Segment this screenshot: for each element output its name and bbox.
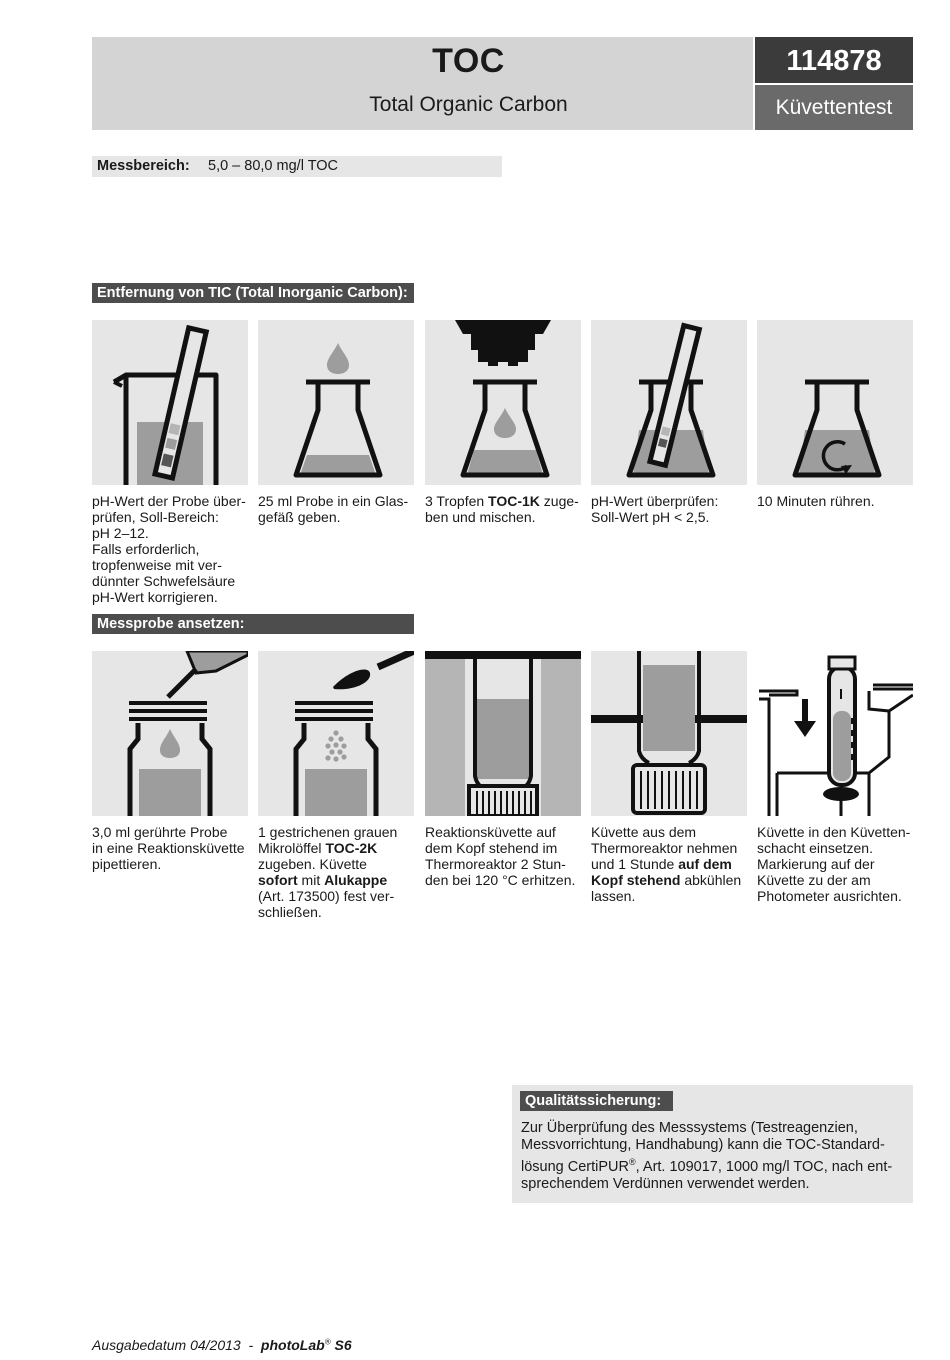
step-panel	[92, 320, 248, 485]
quality-text-part: Zur Überprüfung des Messsystems (Testreagenzien, Messvorrichtung, Handhabung) kann die TOC-Standard- lösung CertiPUR	[521, 1120, 885, 1175]
range-label: Messbereich:	[97, 158, 190, 174]
page-title: TOC	[432, 42, 505, 80]
footer-separator: -	[240, 1337, 261, 1353]
quality-text-part: , Art. 109017, 1000 mg/l TOC, nach ent- sprechendem Verdünnen verwendet werden.	[521, 1158, 893, 1192]
step-caption	[92, 824, 252, 872]
caption-text: 25 ml Probe in ein Glas- gefäß geben.	[258, 493, 409, 525]
product-reg-mark: ®	[324, 1337, 331, 1347]
caption-text: 10 Minuten rühren.	[757, 493, 875, 509]
step-caption	[757, 824, 917, 904]
step-panel	[425, 651, 581, 816]
caption-text: Küvette aus dem Thermoreaktor nehmen und 1 Stunde	[591, 824, 738, 872]
caption-bold: TOC-1K	[488, 493, 540, 509]
caption-text: zugeben. Küvette	[258, 856, 367, 872]
section-heading-tic: Entfernung von TIC (Total Inorganic Carbon):	[92, 283, 414, 303]
product-model: S6	[330, 1337, 352, 1353]
step-caption	[258, 824, 418, 920]
caption-text: Reaktionsküvette auf dem Kopf stehend im Thermoreaktor 2 Stun- den bei 120 °C erhitzen.	[425, 824, 576, 888]
step-panel	[757, 320, 913, 485]
caption-text: pH-Wert überprüfen: Soll-Wert pH < 2,5.	[591, 493, 719, 525]
caption-text: pH-Wert der Probe über- prüfen, Soll-Bereich: pH 2–12. Falls erforderlich, tropfenweise mit ver- dünnter Schwefelsäure pH-Wert korrigieren.	[92, 493, 246, 605]
step-panel	[591, 320, 747, 485]
flask-stir-icon	[757, 320, 913, 485]
quality-heading: Qualitätssicherung:	[520, 1091, 673, 1111]
step-caption	[92, 493, 252, 605]
photometer-insert-icon	[757, 651, 913, 816]
caption-bold: sofort	[258, 872, 298, 888]
measuring-range	[92, 156, 502, 177]
step-panel	[591, 651, 747, 816]
page-subtitle: Total Organic Carbon	[369, 93, 568, 116]
caption-text: (Art. 173500) fest ver- schließen.	[258, 888, 395, 920]
pipette-vial-icon	[92, 651, 248, 816]
caption-bold: auf dem Kopf stehend	[591, 856, 732, 888]
step-caption	[757, 493, 917, 509]
caption-text: abkühlen lassen.	[591, 872, 742, 904]
caption-text: 3 Tropfen	[425, 493, 489, 509]
caption-bold: TOC-2K	[325, 840, 378, 856]
flask-drop-icon	[258, 320, 414, 485]
cooling-vial-icon	[591, 651, 747, 816]
step-panel	[425, 320, 581, 485]
caption-bold: Alukappe	[324, 872, 388, 888]
caption-text: zuge- ben und mischen.	[425, 493, 579, 525]
step-panel	[757, 651, 913, 816]
step-panel	[258, 651, 414, 816]
step-panel	[92, 651, 248, 816]
range-value: 5,0 – 80,0 mg/l TOC	[208, 158, 339, 174]
step-caption	[591, 824, 751, 904]
caption-text: Küvette in den Küvetten- schacht einsetzen. Markierung auf der Küvette zu der am Photometer ausrichten.	[757, 824, 911, 904]
step-caption	[425, 824, 585, 888]
footer	[92, 1337, 352, 1353]
step-caption	[591, 493, 751, 525]
flask-dropper-bottle-icon	[425, 320, 581, 485]
step-caption	[258, 493, 418, 525]
caption-text: 1 gestrichenen grauen Mikrolöffel	[258, 824, 398, 856]
step-caption	[425, 493, 585, 525]
test-type: Küvettentest	[755, 85, 913, 130]
flask-ph-strip-icon	[591, 320, 747, 485]
thermoreactor-icon	[425, 651, 581, 816]
article-number: 114878	[755, 37, 913, 83]
spoon-vial-icon	[258, 651, 414, 816]
quality-text	[521, 1120, 906, 1193]
issue-date: Ausgabedatum 04/2013	[92, 1337, 241, 1353]
product-name: photoLab	[260, 1337, 325, 1353]
caption-text: mit	[297, 872, 325, 888]
section-heading-sample: Messprobe ansetzen:	[92, 614, 414, 634]
registered-mark: ®	[629, 1157, 636, 1167]
step-panel	[258, 320, 414, 485]
caption-text: 3,0 ml gerührte Probe in eine Reaktionsküvette pipettieren.	[92, 824, 245, 872]
beaker-ph-strip-icon	[92, 320, 248, 485]
